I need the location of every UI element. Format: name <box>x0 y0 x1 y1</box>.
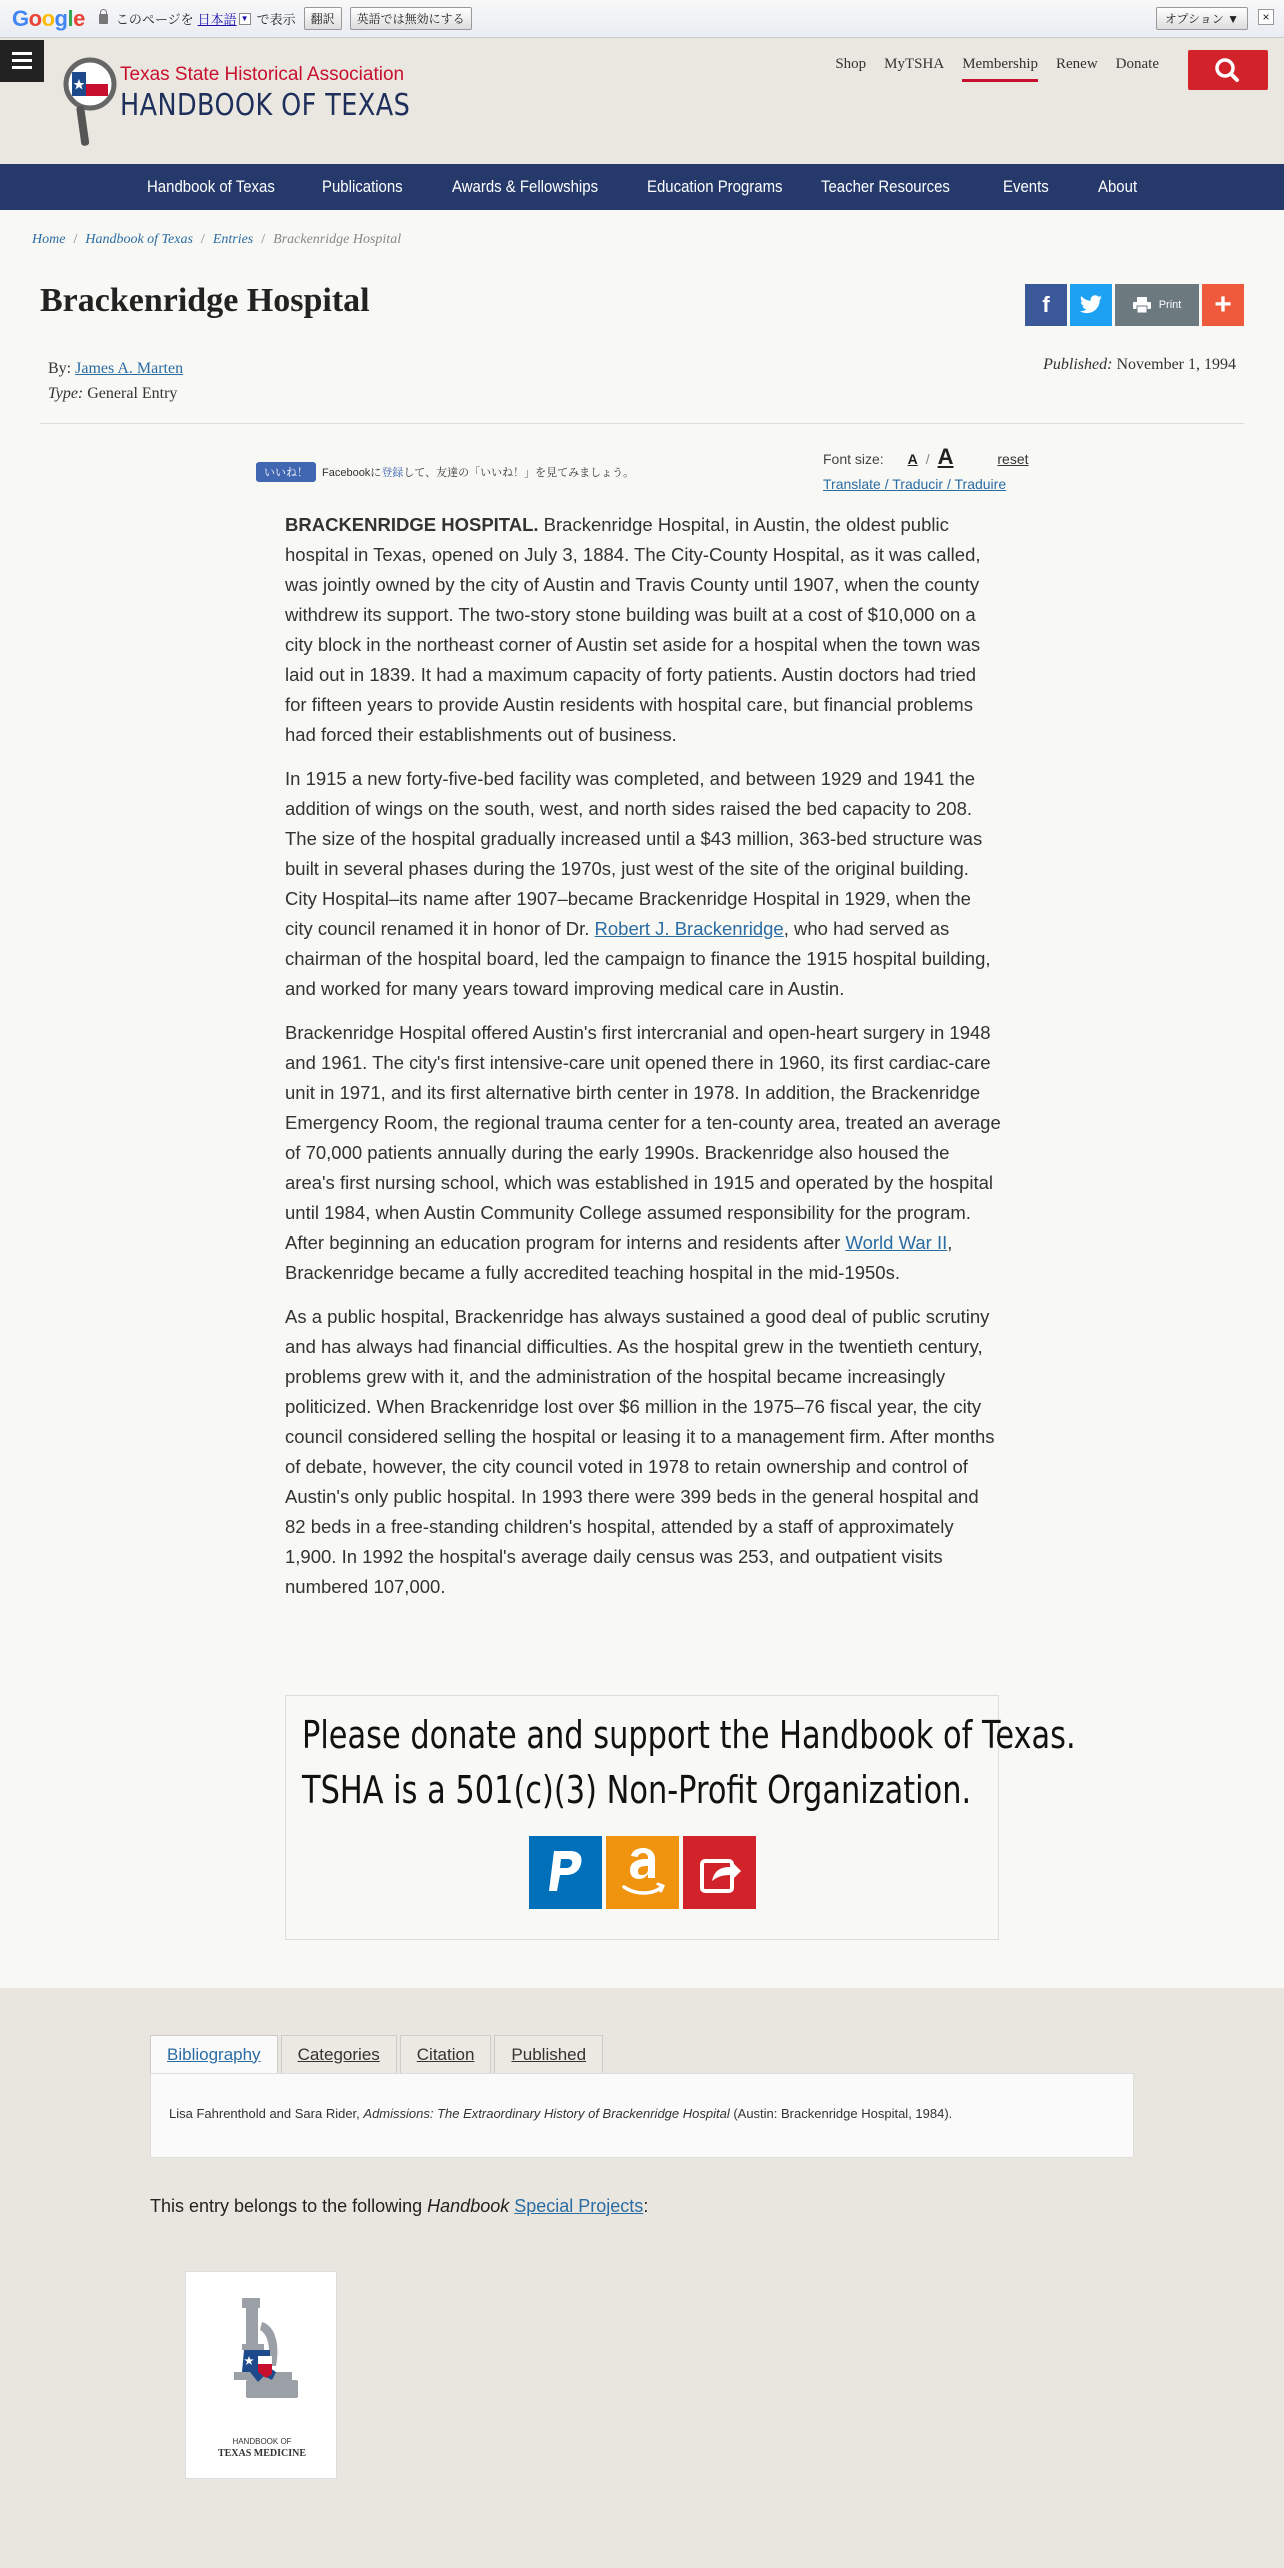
tab-published[interactable]: Published <box>494 2035 603 2073</box>
breadcrumb-handbook[interactable]: Handbook of Texas <box>85 232 193 247</box>
nav-awards-fellowships[interactable]: Awards & Fellowships <box>452 177 599 196</box>
twitter-share-button[interactable] <box>1070 284 1112 326</box>
divider <box>40 423 1244 424</box>
logo-title: HANDBOOK OF TEXAS <box>120 88 411 123</box>
translate-link[interactable]: Translate / Traducir / Traduire <box>823 476 1007 492</box>
font-size-reset[interactable]: reset <box>997 451 1029 467</box>
entry-meta <box>48 356 183 406</box>
print-label: Print <box>1158 299 1182 311</box>
print-button[interactable] <box>1115 284 1199 326</box>
top-link-membership[interactable]: Membership <box>962 56 1038 82</box>
top-link-mytsha[interactable]: MyTSHA <box>884 56 945 72</box>
share-buttons <box>1025 284 1244 326</box>
tab-categories[interactable]: Categories <box>281 2035 397 2073</box>
google-logo: Google <box>12 5 85 31</box>
donate-box <box>285 1695 1076 1940</box>
paragraph: In 1915 a new forty-five-bed facility was completed, and between 1929 and 1941 the addition of wings on the south, west, and north sides raised the bed capacity to 208. The size of the hospital gradually increased until a $43 million, 363-bed structure was built in several phases during the 1970s, just west of the site of the original building. City Hospital–its name after 1907–became Brackenridge Hospital in 1929, when the city council renamed it in honor of Dr. Robert J. Brackenridge, who had served as chairman of the hospital board, led the campaign to finance the 1915 hospital building, and worked for many years toward improving medical care in Austin. <box>285 768 991 999</box>
published-value: November 1, 1994 <box>1116 356 1236 373</box>
translate-bar <box>0 0 1284 38</box>
search-button[interactable] <box>1188 50 1268 90</box>
font-size-large-button[interactable]: A <box>937 444 954 469</box>
close-icon[interactable]: × <box>1258 9 1274 25</box>
facebook-like-widget <box>256 462 634 482</box>
share-donate-button[interactable] <box>683 1836 756 1909</box>
breadcrumb-current: Brackenridge Hospital <box>273 232 402 247</box>
texas-medicine-project-card[interactable] <box>185 2271 337 2479</box>
main-content <box>0 210 1284 1988</box>
breadcrumb: Home / Handbook of Texas / Entries / Brackenridge Hospital <box>32 232 402 247</box>
facebook-icon: f <box>1042 292 1050 317</box>
breadcrumb-home[interactable]: Home <box>32 232 66 247</box>
nav-about[interactable]: About <box>1098 177 1138 196</box>
translate-text-1: このページを <box>115 12 194 27</box>
fb-like-text-a: Facebookに <box>322 467 382 479</box>
breadcrumb-entries[interactable]: Entries <box>212 232 254 247</box>
author-link[interactable]: James A. Marten <box>75 360 184 377</box>
published-label: Published: <box>1043 356 1113 373</box>
search-icon <box>1188 50 1268 90</box>
language-link[interactable]: 日本語 <box>197 12 237 27</box>
world-war-ii-link[interactable]: World War II <box>845 1232 948 1253</box>
page-title: Brackenridge Hospital <box>40 282 370 319</box>
top-link-shop[interactable]: Shop <box>835 56 867 72</box>
main-navigation <box>0 164 1284 210</box>
paypal-icon <box>544 1847 588 1899</box>
special-projects-link[interactable]: Special Projects <box>514 2196 644 2216</box>
lock-icon <box>99 14 108 24</box>
entry-lead: BRACKENRIDGE HOSPITAL. <box>285 514 539 535</box>
translate-text-2: で表示 <box>256 12 296 27</box>
font-size-separator: / <box>925 451 930 467</box>
paypal-donate-button[interactable] <box>529 1836 602 1909</box>
options-button[interactable]: オプション ▼ <box>1156 7 1248 30</box>
nav-teacher-resources[interactable]: Teacher Resources <box>821 177 950 196</box>
share-icon <box>698 1851 742 1895</box>
site-header <box>0 38 1284 164</box>
robert-brackenridge-link[interactable]: Robert J. Brackenridge <box>594 918 784 939</box>
magnifier-flag-icon <box>62 52 122 152</box>
nav-events[interactable]: Events <box>1003 177 1049 196</box>
nav-publications[interactable]: Publications <box>322 177 403 196</box>
plus-icon: + <box>1214 288 1232 321</box>
fb-register-link[interactable]: 登録 <box>381 467 404 479</box>
by-label: By: <box>48 360 72 377</box>
special-projects-text: This entry belongs to the following Handbook Special Projects: <box>150 2196 649 2216</box>
article-body <box>285 510 1001 1616</box>
paragraph: As a public hospital, Brackenridge has always sustained a good deal of public scrutiny and has always had financial difficulties. As the hospital grew in the twentieth century, problems grew with it, and the administration of the hospital became increasingly politicized. When Brackenridge lost over $6 million in the 1975–76 fiscal year, the city council considered selling the hospital or leasing it to a management firm. After months of debate, however, the city council voted in 1978 to retain ownership and control of Austin's only public hospital. In 1993 there were 399 beds in the general hospital and 82 beds in a free-standing children's hospital, attended by a staff of approximately 1,900. In 1992 the hospital's average daily census was 253, and outpatient visits numbered 107,000. <box>285 1306 995 1597</box>
nav-education-programs[interactable]: Education Programs <box>647 177 783 196</box>
facebook-share-button[interactable] <box>1025 284 1067 326</box>
twitter-icon <box>1079 295 1103 315</box>
bibliography-panel <box>150 2073 1134 2158</box>
disable-translate-button[interactable]: 英語では無効にする <box>350 7 472 30</box>
language-dropdown[interactable]: ▼ <box>239 13 251 25</box>
entry-type: General Entry <box>87 385 178 402</box>
fb-like-text-b: して、友達の「いいね！」を見てみましょう。 <box>403 467 635 479</box>
font-size-small-button[interactable]: A <box>907 451 918 467</box>
facebook-like-button[interactable]: いいね！ <box>256 462 316 482</box>
logo-tagline: Texas State Historical Association <box>120 64 405 85</box>
microscope-texas-icon <box>186 2272 338 2432</box>
font-size-label: Font size: <box>823 451 884 467</box>
translate-button[interactable]: 翻訳 <box>304 7 342 30</box>
donate-options <box>529 1836 756 1909</box>
published-date <box>1043 356 1236 374</box>
hamburger-menu-button[interactable] <box>0 40 44 82</box>
card-line-2: TEXAS MEDICINE <box>217 2448 307 2459</box>
top-link-renew[interactable]: Renew <box>1056 56 1098 72</box>
card-line-1: HANDBOOK OF <box>232 2437 292 2446</box>
top-link-donate[interactable]: Donate <box>1115 56 1159 72</box>
paragraph: BRACKENRIDGE HOSPITAL. Brackenridge Hospital, in Austin, the oldest public hospital in Texas, opened on July 3, 1884. The City-County Hospital, as it was called, was jointly owned by the city of Austin and Travis County until 1907, when the county withdrew its support. The two-story stone building was built at a cost of $10,000 on a city block in the northeast corner of Austin set aside for a hospital when the town was laid out in 1839. It had a maximum capacity of forty patients. Austin doctors had tried for fifteen years to provide Austin residents with hospital care, but financial problems had forced their establishments out of business. <box>285 514 981 745</box>
amazon-icon <box>618 1845 668 1901</box>
type-label: Type: <box>48 385 84 402</box>
info-tabs <box>150 2035 606 2073</box>
amazon-donate-button[interactable] <box>606 1836 679 1909</box>
donate-text: Please donate and support the Handbook of Texas. TSHA is a 501(c)(3) Non-Profit Organization. <box>302 1713 1076 1812</box>
tab-bibliography[interactable]: Bibliography <box>150 2035 278 2073</box>
more-share-button[interactable] <box>1202 284 1244 326</box>
entry-footer <box>0 1988 1284 2568</box>
site-logo[interactable] <box>62 52 411 152</box>
bibliography-text: Lisa Fahrenthold and Sara Rider, Admissions: The Extraordinary History of Brackenridge Hospital (Austin: Brackenridge Hospital, 1984). <box>169 2106 953 2121</box>
top-links <box>835 56 1159 82</box>
font-size-controls <box>823 444 1029 470</box>
paragraph: Brackenridge Hospital offered Austin's first intercranial and open-heart surgery in 1948 and 1961. The city's first intensive-care unit opened there in 1960, its first cardiac-care unit in 1971, and its first alternative birth center in 1978. In addition, the Brackenridge Emergency Room, the regional trauma center for a ten-county area, treated an average of 70,000 patients annually during the early 1990s. Brackenridge also housed the area's first nursing school, which was established in 1915 and operated by the hospital until 1984, when Austin Community College assumed responsibility for the program. After beginning an education program for interns and residents after World War II, Brackenridge became a fully accredited teaching hospital in the mid-1950s. <box>285 1022 1001 1283</box>
printer-icon <box>1133 297 1151 313</box>
tab-citation[interactable]: Citation <box>400 2035 492 2073</box>
nav-handbook-of-texas[interactable]: Handbook of Texas <box>147 177 275 196</box>
